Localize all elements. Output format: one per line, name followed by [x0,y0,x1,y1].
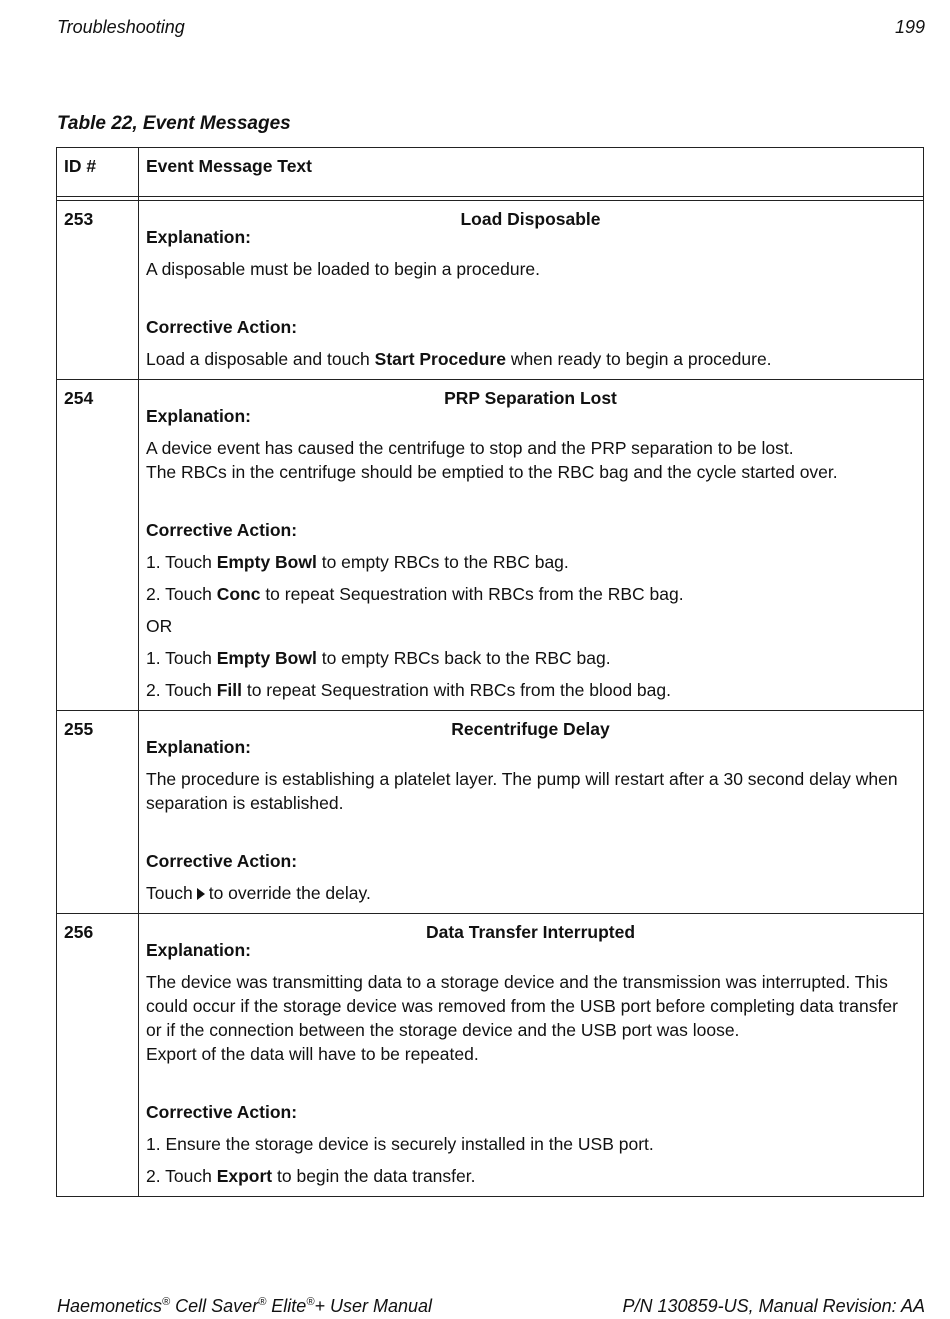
button-name: Export [216,1166,273,1186]
corrective-action-text: Load a disposable and touch Start Procedure when ready to begin a procedure. [146,349,772,369]
explanation-text: The RBCs in the centrifuge should be emptied to the RBC bag and the cycle started over. [146,462,838,482]
corrective-action-label: Corrective Action: [146,520,298,540]
event-message-cell [139,711,924,914]
button-name: Conc [216,584,261,604]
page-number: 199 [894,17,925,37]
event-title: Data Transfer Interrupted [425,922,636,942]
table-row [57,914,924,1197]
event-id: 254 [57,380,139,711]
event-message-cell [139,201,924,380]
running-header-section: Troubleshooting [57,17,185,37]
explanation-label: Explanation: [146,406,252,426]
event-title: Load Disposable [460,209,601,229]
action-step: 2. Touch Export to begin the data transfer. [146,1166,476,1186]
event-id: 256 [57,914,139,1197]
event-id: 253 [57,201,139,380]
corrective-action-text: Touch to override the delay. [146,883,371,903]
event-message-cell [139,914,924,1197]
action-or: OR [146,616,173,636]
explanation-text: A disposable must be loaded to begin a procedure. [146,259,541,279]
table-row [57,711,924,914]
column-header-text: Event Message Text [139,148,924,197]
action-step: 2. Touch Fill to repeat Sequestration with RBCs from the blood bag. [146,680,671,700]
action-step: 1. Touch Empty Bowl to empty RBCs back to the RBC bag. [146,648,611,668]
button-name: Fill [216,680,242,700]
footer-part-number: P/N 130859-US, Manual Revision: AA [622,1296,925,1316]
explanation-label: Explanation: [146,227,252,247]
event-title: PRP Separation Lost [444,388,617,408]
button-name: Empty Bowl [216,552,317,572]
play-triangle-icon [197,888,205,900]
explanation-label: Explanation: [146,940,252,960]
explanation-label: Explanation: [146,737,252,757]
action-step: 1. Touch Empty Bowl to empty RBCs to the RBC bag. [146,552,569,572]
explanation-text: Export of the data will have to be repeated. [146,1044,479,1064]
event-title: Recentrifuge Delay [451,719,610,739]
footer-manual-title: Haemonetics® Cell Saver® Elite®+ User Manual [57,1296,432,1316]
button-name: Empty Bowl [216,648,317,668]
column-header-id: ID # [57,148,139,197]
explanation-text: The device was transmitting data to a storage device and the transmission was interrupted. This could occur if the storage device was removed from the USB port before completing data transfer or if the connection between the storage device and the USB port was loose. [146,972,898,1040]
corrective-action-label: Corrective Action: [146,1102,298,1122]
button-name: Start Procedure [374,349,506,369]
table-caption: Table 22, Event Messages [57,113,291,134]
event-message-cell [139,380,924,711]
corrective-action-label: Corrective Action: [146,317,298,337]
table-row [57,201,924,380]
table-header-row [57,148,924,197]
event-messages-table [56,147,924,1197]
explanation-text: The procedure is establishing a platelet layer. The pump will restart after a 30 second delay when separation is established. [146,769,898,813]
action-step: 2. Touch Conc to repeat Sequestration with RBCs from the RBC bag. [146,584,684,604]
table-row [57,380,924,711]
corrective-action-label: Corrective Action: [146,851,298,871]
explanation-text: A device event has caused the centrifuge to stop and the PRP separation to be lost. [146,438,794,458]
event-id: 255 [57,711,139,914]
action-step: 1. Ensure the storage device is securely installed in the USB port. [146,1134,654,1154]
